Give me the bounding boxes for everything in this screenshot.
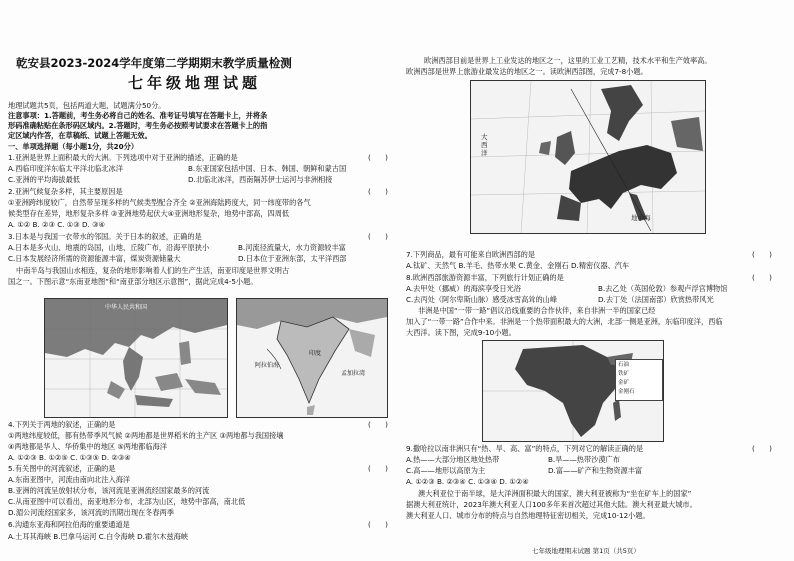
- option: D.北临北冰洋，西南隔苏伊士运河与非洲相接: [188, 175, 333, 184]
- intro-line: 形码准确粘贴在条形码区域内。2.答题时，考生务必按照考试要求在答题卡上的指: [8, 121, 268, 130]
- option: B.河流径流量大，水力资源较丰富: [238, 243, 346, 252]
- south-asia-map: [236, 298, 388, 418]
- question-line: 候类型存在差异，地形复杂多样 ③亚洲地势起伏大④亚洲地形复杂，地势中部高，四周低: [8, 209, 290, 218]
- map-label: 孟加拉湾: [341, 370, 366, 377]
- map-label: 大西洋: [481, 133, 488, 157]
- option: A.东南亚图中，河流由南向北注入海洋: [8, 475, 131, 484]
- question-stem: 9.撒哈拉以南非洲只有“热、旱、高、富”的特点，下列对它的解读正确的是: [406, 444, 644, 453]
- question-stem: 8.欧洲西部旅游资源丰富，下列旅行计划正确的是: [406, 273, 564, 282]
- passage-line: 澳大利亚位于南半球，是大洋洲面积最大的国家，澳大利亚被称为“坐在矿车上的国家”: [418, 489, 692, 498]
- answer-bracket: ( ): [368, 420, 388, 429]
- question-stem: 5.有关图中的河流叙述，正确的是: [8, 464, 116, 473]
- map-label: 地中海: [631, 214, 651, 222]
- legend-item: 金刚石: [618, 389, 635, 395]
- answer-bracket: ( ): [368, 232, 388, 241]
- exam-subtitle: 七年级地理试题: [128, 74, 262, 92]
- passage-line: 欧洲西部是世界上旅游业最发达的地区之一。读欧洲西部图，完成7-8小题。: [406, 67, 648, 76]
- africa-map: [482, 340, 664, 442]
- answer-bracket: ( ): [752, 250, 772, 259]
- passage-line: 欧洲西部目前是世界上工业发达的地区之一，这里的工业工艺精，技术水平和生产效率高。: [424, 56, 712, 65]
- question-stem: 3.日本是与我国一衣带水的邻国。关于日本的叙述，正确的是: [8, 232, 202, 241]
- option: A.去甲处（挪威）的海滨享受日光浴: [406, 284, 521, 293]
- legend-item: 石油: [618, 362, 630, 368]
- option: D.富——矿产和生物资源丰富: [548, 466, 643, 475]
- option: B.东亚国家包括中国、日本、韩国、朝鲜和蒙古国: [188, 164, 347, 173]
- passage-line: 据澳大利亚统计，2023年澳大利亚人口100多年来首次超过其他大陆。澳大利亚最大城市。: [406, 500, 697, 509]
- answer-bracket: ( ): [368, 187, 388, 196]
- option: A.日本是多火山、地震的岛国，山地、丘陵广布，沿海平原狭小: [8, 243, 210, 252]
- answer-bracket: ( ): [368, 520, 388, 529]
- intro-line: 定区域内作答，在草稿纸、试题上答题无效。: [8, 131, 152, 140]
- question-line: ①两地纬度较低，都有热带季风气候 ②两地都是世界稻米的主产区 ③两地都与我国接壤: [8, 431, 284, 440]
- intro-line: 注意事项：1.答题前，考生务必将自己的姓名、准考证号填写在答题卡上，并将条: [8, 111, 268, 120]
- option: B.旱——热带沙漠广布: [548, 455, 620, 464]
- passage-line: 加入了“一带一路”合作中来。非洲是一个热带面积最大的大洲，北部一侧是亚洲，东临印度洋，西临: [406, 317, 723, 326]
- southeast-asia-map: [44, 298, 228, 418]
- passage-line: 非洲是中国“一带一路”倡议沿线重要的合作伙伴，来自非洲一半的国家已经: [418, 306, 656, 315]
- options-row: A. ①② B. ②③ C. ①③ D. ③④: [8, 220, 105, 229]
- southeast-asia-map-graphic: [45, 299, 227, 417]
- option: D.去丁处（法国南部）欣赏热带风光: [598, 295, 714, 304]
- answer-bracket: ( ): [752, 273, 772, 282]
- question-stem: 4.下列关于两地的叙述，正确的是: [8, 420, 116, 429]
- passage-line: 大西洋。读下图，完成9-10小题。: [406, 328, 516, 337]
- options-row: A.钛矿、天然气 B.羊毛、热带水果 C.黄金、金刚石 D.精密仪器、汽车: [406, 261, 630, 270]
- exam-title: 乾安县2023-2024学年度第二学期期末教学质量检测: [16, 56, 292, 70]
- option: A.西临印度洋东临太平洋北临北冰洋: [8, 164, 123, 173]
- passage-line: 澳大利亚人口、城市分布的特点与自然地理特征密切相关，完成10-12小题。: [406, 511, 650, 520]
- option: A.热——大部分地区地处热带: [406, 455, 500, 464]
- answer-bracket: ( ): [368, 464, 388, 473]
- question-stem: 1.亚洲是世界上面积最大的大洲。下列选项中对于亚洲的描述，正确的是: [8, 153, 238, 162]
- option: C.去丙处（阿尔卑斯山脉）感受冰雪高耸的山峰: [406, 295, 558, 304]
- options-row: A. ①②③ B. ②③④ C. ①③④ D. ①②④: [406, 477, 529, 486]
- map-label: 印度: [309, 350, 322, 357]
- option: C.日本发展经济所需的资源能源丰富，煤炭资源储量大: [8, 254, 181, 263]
- intro-line: 地理试题共5页，包括两道大题，试题满分50分。: [8, 101, 166, 110]
- passage-line: 国之一。下图示意“东南亚地图”和“南亚部分地区示意图”，据此完成4-5小题。: [8, 277, 258, 286]
- option: C.高——地形以高原为主: [406, 466, 486, 475]
- question-stem: 7.下列商品，最有可能来自欧洲西部的是: [406, 250, 536, 259]
- answer-bracket: ( ): [752, 444, 772, 453]
- option: C.从南亚图中可以看出，南亚地形分布，北部为山区，地势中部高，南北低: [8, 497, 246, 506]
- passage-line: 中南半岛与我国山水相连，复杂的地形影响着人们的生产生活，南亚印度是世界文明古: [16, 266, 290, 275]
- question-line: ①亚洲跨纬度较广，自然带呈现多样的气候类型配合齐全 ②亚洲海陆跨度大，同一纬度带的各气: [8, 198, 311, 207]
- legend-item: 铁矿: [618, 371, 630, 377]
- option: C.亚洲的平均海拔最低: [8, 175, 80, 184]
- option: D.湄公河流经国家多，该河流的汛期出现在冬春两季: [8, 508, 174, 517]
- options-row: A.土耳其海峡 B.巴拿马运河 C.白令海峡 D.霍尔木兹海峡: [8, 532, 189, 541]
- option: D.日本位于亚洲东部，太平洋西部: [238, 254, 347, 263]
- question-line: ④两地都是华人、华侨集中的地区 ⑤两地都临海洋: [8, 442, 167, 451]
- map-label: 阿拉伯海: [255, 362, 280, 369]
- option: B.去乙处（英国伦敦）参观卢浮宫博物馆: [598, 284, 728, 293]
- map-label: 中华人民共和国: [105, 304, 148, 311]
- legend-item: 金矿: [618, 380, 630, 386]
- question-stem: 6.沟通东亚海和阿拉伯海的重要通道是: [8, 520, 130, 529]
- section-heading: 一、单项选择题（每小题1分，共20分）: [8, 142, 139, 151]
- option: B.亚洲的河流呈放射状分布，该河流是亚洲流经国家最多的河流: [8, 486, 210, 495]
- map-legend: [615, 359, 663, 401]
- western-europe-map: [470, 80, 706, 234]
- answer-bracket: ( ): [368, 153, 388, 162]
- western-europe-map-graphic: [471, 81, 705, 233]
- question-stem: 2.亚洲气候复杂多样，其主要原因是: [8, 187, 123, 196]
- page-footer: 七年级地理期末试题 第1页（共5页）: [532, 547, 640, 555]
- options-row: A. ①②③ B. ①②⑤ C. ①③⑤ D. ②③④: [8, 453, 131, 462]
